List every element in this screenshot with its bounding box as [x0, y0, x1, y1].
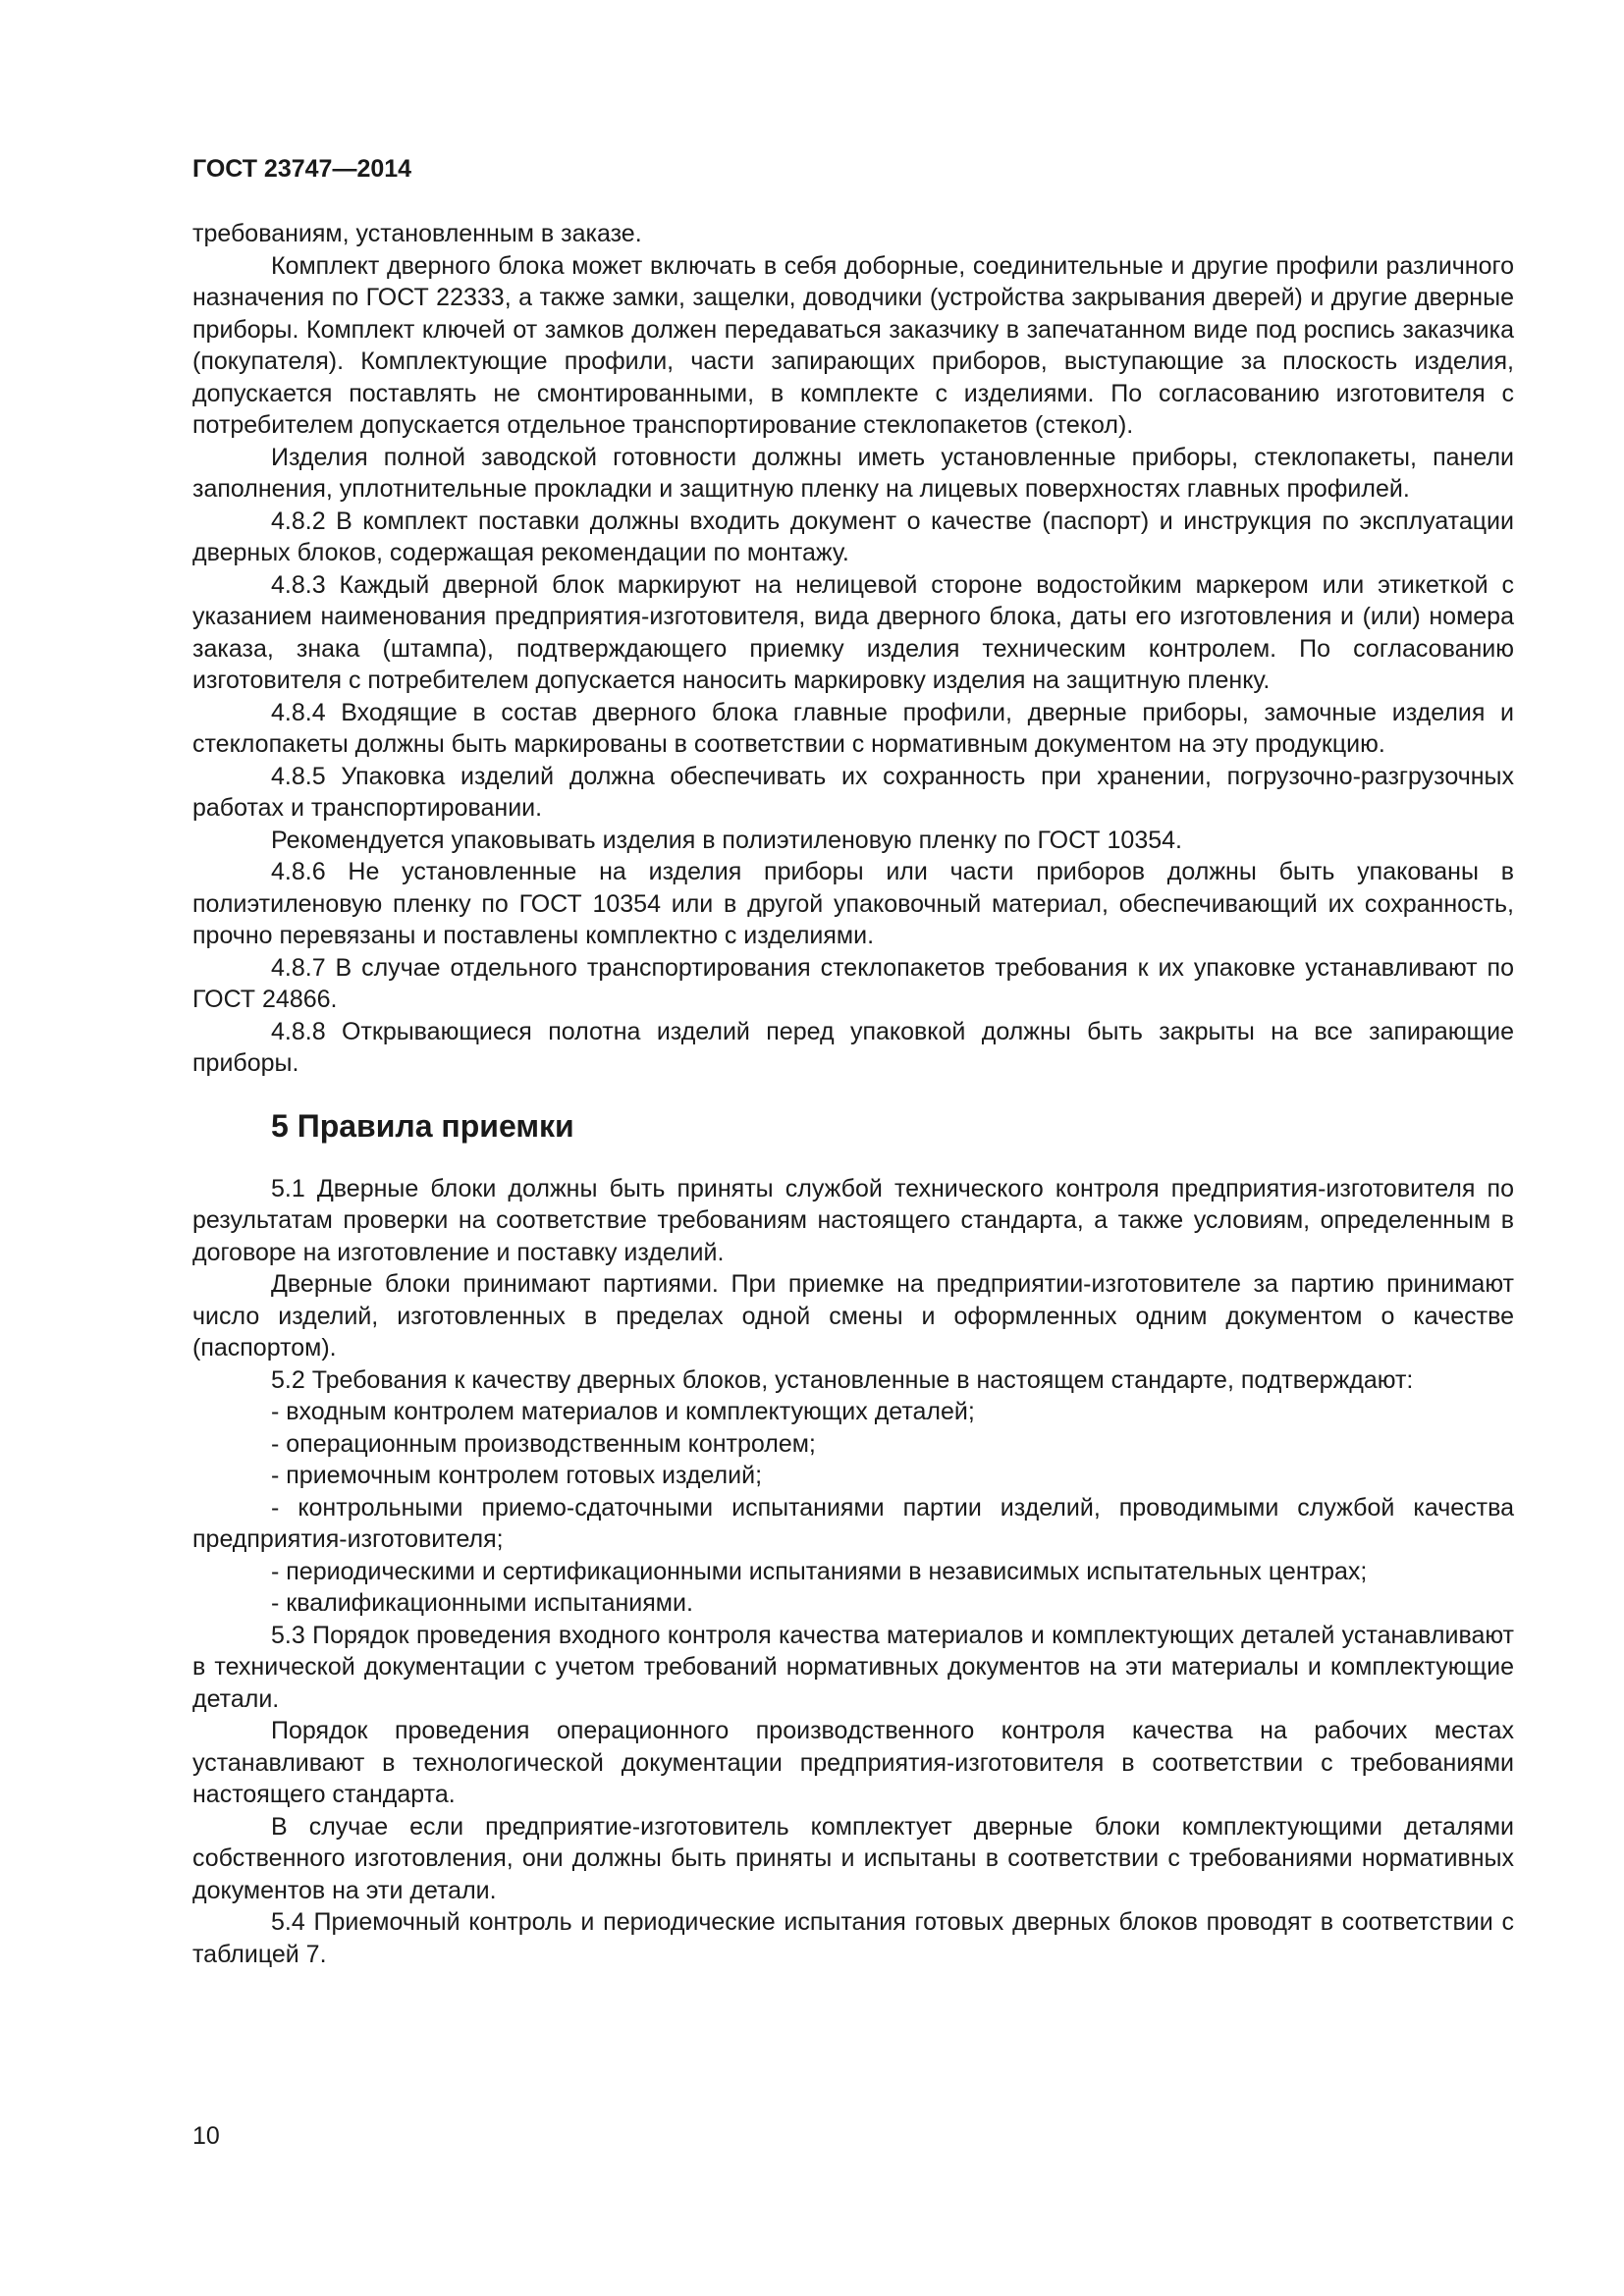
paragraph-batch: Дверные блоки принимают партиями. При приемке на предприятии-изготовителе за партию принимают число изделий, изготовленных в пределах одной смены и оформленных одним документом о качестве (паспортом). — [192, 1270, 1514, 1362]
paragraph-continuation: требованиям, установленным в заказе. — [192, 220, 642, 247]
section-title: 5 Правила приемки — [271, 1107, 574, 1144]
paragraph-recommendation: Рекомендуется упаковывать изделия в полиэтиленовую пленку по ГОСТ 10354. — [271, 826, 1182, 854]
clause-4-8-2: 4.8.2 В комплект поставки должны входить документ о качестве (паспорт) и инструкция по эксплуатации дверных блоков, содержащая рекомендации по монтажу. — [192, 507, 1514, 566]
paragraph-kit: Комплект дверного блока может включать в себя доборные, соединительные и другие профили различного назначения по ГОСТ 22333, а также замки, защелки, доводчики (устройства закрывания дверей) и другие дверные приборы. Комплект ключей от замков должен передаваться заказчику в запечатанном виде под роспись заказчика (покупателя). Комплектующие профили, части запирающих приборов, выступающие за плоскость изделия, допускается поставлять не смонтированными, в комплекте с изделиями. По согласованию изготовителя с потребителем допускается отдельное транспортирование стеклопакетов (стекол). — [192, 251, 1514, 439]
clause-4-8-8: 4.8.8 Открывающиеся полотна изделий перед упаковкой должны быть закрыты на все запирающие приборы. — [192, 1017, 1514, 1077]
clause-5-4: 5.4 Приемочный контроль и периодические испытания готовых дверных блоков проводят в соответствии с таблицей 7. — [192, 1908, 1514, 1968]
clause-4-8-3: 4.8.3 Каждый дверной блок маркируют на нелицевой стороне водостойким маркером или этикеткой с указанием наименования предприятия-изготовителя, вида дверного блока, даты его изготовления и (или) номера заказа, знака (штампа), подтверждающего приемку изделия техническим контролем. По согласованию изготовителя с потребителем допускается наносить маркировку изделия на защитную пленку. — [192, 570, 1514, 694]
clause-5-1: 5.1 Дверные блоки должны быть приняты службой технического контроля предприятия-изготовителя по результатам проверки на соответствие требованиям настоящего стандарта, а также условиям, определенным в договоре на изготовление и поставку изделий. — [192, 1174, 1514, 1266]
list-item: - периодическими и сертификационными испытаниями в независимых испытательных центрах; — [271, 1557, 1368, 1585]
clause-4-8-5: 4.8.5 Упаковка изделий должна обеспечивать их сохранность при хранении, погрузочно-разгрузочных работах и транспортировании. — [192, 762, 1514, 822]
paragraph-ready: Изделия полной заводской готовности должны иметь установленные приборы, стеклопакеты, панели заполнения, уплотнительные прокладки и защитную пленку на лицевых поверхностях главных профилей. — [192, 443, 1514, 503]
body-text — [192, 218, 1514, 1970]
clause-5-2: 5.2 Требования к качеству дверных блоков, установленные в настоящем стандарте, подтверждают: — [271, 1365, 1414, 1394]
list-item: - входным контролем материалов и комплектующих деталей; — [271, 1398, 975, 1425]
paragraph-own-parts: В случае если предприятие-изготовитель комплектует дверные блоки комплектующими деталями собственного изготовления, они должны быть приняты и испытаны в соответствии с требованиями нормативных документов на эти детали. — [192, 1812, 1514, 1904]
list-item: - контрольными приемо-сдаточными испытаниями партии изделий, проводимыми службой качества предприятия-изготовителя; — [192, 1493, 1514, 1553]
paragraph-operational-control: Порядок проведения операционного производственного контроля качества на рабочих местах устанавливают в технологической документации предприятия-изготовителя в соответствии с требованиями настоящего стандарта. — [192, 1717, 1514, 1808]
clause-4-8-7: 4.8.7 В случае отдельного транспортирования стеклопакетов требования к их упаковке устанавливают по ГОСТ 24866. — [192, 953, 1514, 1013]
list-item: - операционным производственным контролем; — [271, 1429, 816, 1458]
document-header: ГОСТ 23747—2014 — [192, 155, 412, 183]
page-number: 10 — [192, 2122, 220, 2150]
clause-5-3: 5.3 Порядок проведения входного контроля качества материалов и комплектующих деталей устанавливают в технической документации с учетом требований нормативных документов на эти материалы и комплектующие детали. — [192, 1621, 1514, 1713]
clause-4-8-6: 4.8.6 Не установленные на изделия приборы или части приборов должны быть упакованы в полиэтиленовую пленку по ГОСТ 10354 или в другой упаковочный материал, обеспечивающий их сохранность, прочно перевязаны и поставлены комплектно с изделиями. — [192, 858, 1514, 949]
list-item: - приемочным контролем готовых изделий; — [271, 1462, 763, 1489]
list-item: - квалификационными испытаниями. — [271, 1589, 693, 1617]
clause-4-8-4: 4.8.4 Входящие в состав дверного блока главные профили, дверные приборы, замочные изделия и стеклопакеты должны быть маркированы в соответствии с нормативным документом на эту продукцию. — [192, 698, 1514, 758]
